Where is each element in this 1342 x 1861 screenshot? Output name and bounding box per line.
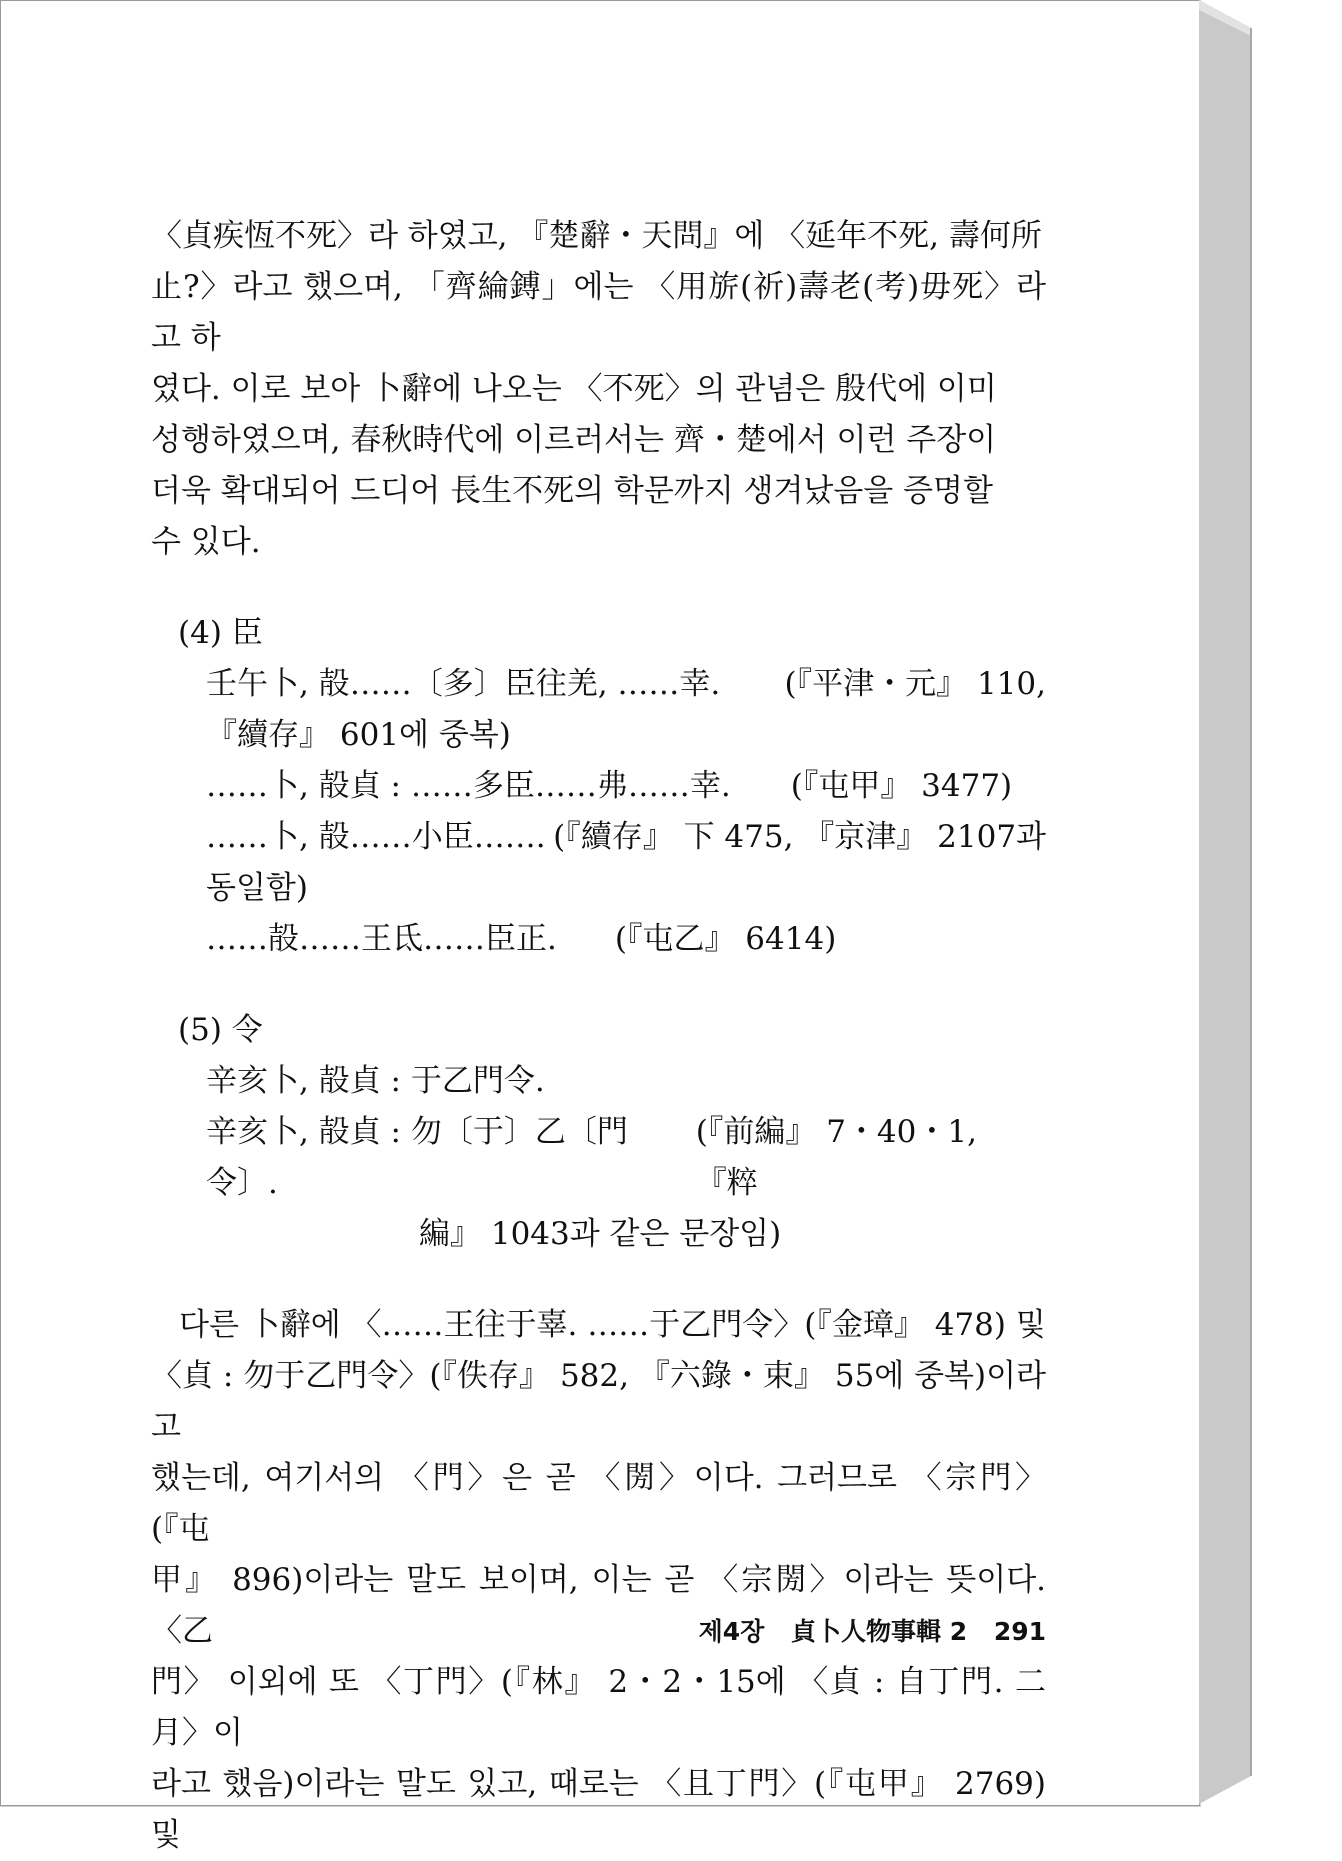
text-line: 수 있다. xyxy=(151,524,261,560)
inscription-text: ……卜, 㱿……小臣……. xyxy=(206,819,546,855)
citation: (『續存』 下 475, 『京津』 2107과 xyxy=(553,819,1046,855)
text-line: 였다. 이로 보아 卜辭에 나오는 〈不死〉의 관념은 殷代에 이미 xyxy=(151,371,997,407)
inscription-entry xyxy=(206,659,1046,761)
page-edge xyxy=(1199,0,1259,1804)
citation: (『前編』 7・40・1, 『粹 xyxy=(695,1114,977,1201)
page-edge-shading xyxy=(1199,0,1259,1804)
inscription-entry xyxy=(206,914,1046,965)
inscription-entry xyxy=(206,812,1046,914)
text-line: 〈貞 : 勿于乙門令〉(『佚存』 582, 『六錄・束』 55에 중복)이라고 xyxy=(151,1358,1046,1445)
text-line: 〈貞疾恆不死〉라 하였고, 『楚辭・天問』에 〈延年不死, 壽何所 xyxy=(151,218,1042,254)
citation-continued: 동일함) xyxy=(206,870,308,906)
section-heading: (4) 臣 xyxy=(178,615,263,651)
inscription-entry xyxy=(206,1056,1046,1107)
running-footer xyxy=(151,1612,1046,1648)
section-4 xyxy=(151,608,1046,965)
text-line: 止?〉라고 했으며, 「齊綸鎛」에는 〈用旂(祈)壽老(考)毋死〉라고 하 xyxy=(151,269,1046,356)
outro-paragraph xyxy=(151,1300,1046,1861)
inscription-text: 壬午卜, 㱿……〔多〕臣往羌, ……幸. xyxy=(206,666,721,702)
chapter-label: 제4장 xyxy=(698,1617,765,1646)
book-title: 貞卜人物事輯 2 xyxy=(790,1617,968,1646)
citation-continued: 編』 1043과 같은 문장임) xyxy=(419,1216,782,1252)
inscription-entry xyxy=(206,761,1046,812)
inscription-text: ……卜, 㱿貞 : ……多臣……弗……幸. xyxy=(206,768,731,804)
text-line: 성행하였으며, 春秋時代에 이르러서는 齊・楚에서 이런 주장이 xyxy=(151,422,997,458)
text-line: 라고 했음)이라는 말도 있고, 때로는 〈且丁門〉(『屯甲』 2769) 및 xyxy=(151,1766,1046,1853)
section-5 xyxy=(151,1005,1046,1260)
inscription-text: 辛亥卜, 㱿貞 : 于乙門令. xyxy=(206,1063,545,1099)
inscription-text: ……㱿……王氐……臣正. xyxy=(206,921,557,957)
text-line: 門〉 이외에 또 〈丁門〉(『林』 2・2・15에 〈貞 : 自丁門. 二月〉이 xyxy=(151,1664,1046,1751)
text-line: 더욱 확대되어 드디어 長生不死의 학문까지 생겨났음을 증명할 xyxy=(151,473,993,509)
text-line: 다른 卜辭에 〈……王往于辜. ……于乙門令〉(『金璋』 478) 및 xyxy=(179,1307,1046,1343)
text-line: 했는데, 여기서의 〈門〉은 곧 〈閍〉이다. 그러므로 〈宗門〉(『屯 xyxy=(151,1460,1046,1547)
section-heading: (5) 令 xyxy=(178,1012,263,1048)
citation-continued: 『續存』 601에 중복) xyxy=(206,717,511,753)
inscription-entry xyxy=(206,1107,1046,1260)
inscription-text: 辛亥卜, 㱿貞 : 勿〔于〕乙〔門令〕. xyxy=(206,1114,628,1201)
citation: (『屯乙』 6414) xyxy=(614,921,837,957)
citation: (『平津・元』 110, xyxy=(784,666,1046,702)
intro-paragraph xyxy=(151,211,1046,568)
citation: (『屯甲』 3477) xyxy=(790,768,1013,804)
text-line: 甲』 896)이라는 말도 보이며, 이는 곧 〈宗閍〉이라는 뜻이다. 〈乙 xyxy=(151,1562,1046,1649)
page-number: 291 xyxy=(993,1617,1046,1646)
